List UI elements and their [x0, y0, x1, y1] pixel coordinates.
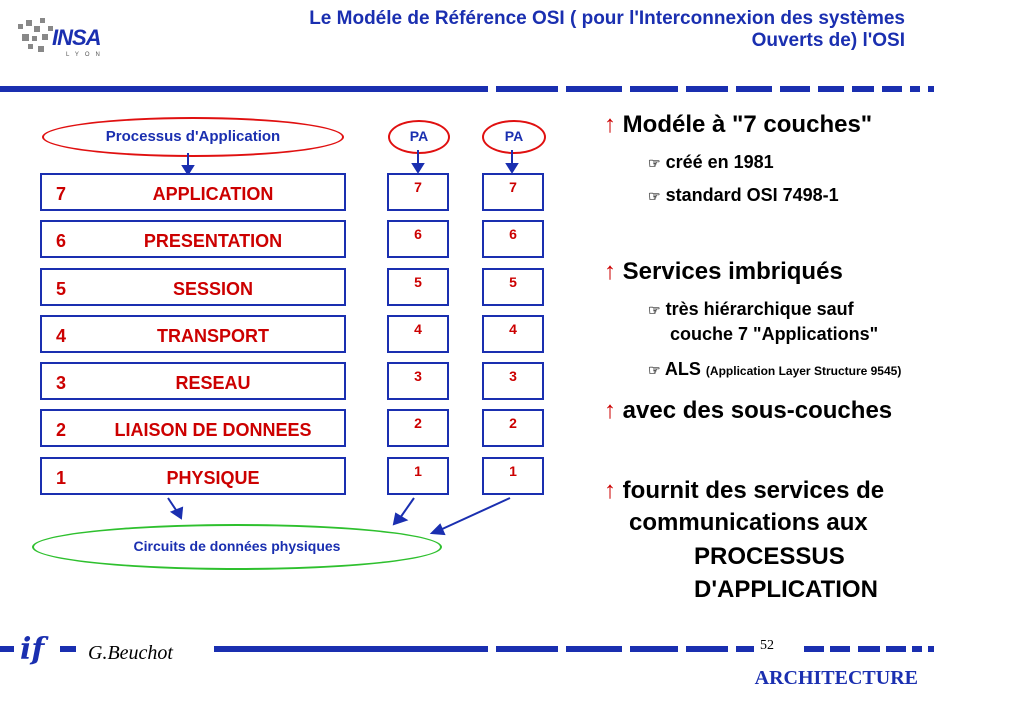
pa-label-2: PA [504, 128, 524, 144]
down-arrow-icon [172, 508, 182, 518]
bullet-4-line-4: D'APPLICATION [694, 576, 878, 603]
layer-number: 1 [56, 468, 67, 488]
layer-name: TRANSPORT [157, 326, 269, 346]
stack-a-cell: 7 [387, 173, 449, 211]
physical-circuits-label: Circuits de données physiques [133, 538, 341, 554]
down-arrow-icon [432, 525, 444, 534]
layer-number: 4 [56, 326, 67, 346]
layer-2 [40, 409, 346, 447]
up-arrow-bullet-icon: ↑ [604, 258, 616, 285]
pointing-hand-icon: ☞ [648, 188, 661, 204]
stack-a-cell: 6 [387, 220, 449, 258]
stack-a-cell: 4 [387, 315, 449, 353]
stack-b-cell: 5 [482, 268, 544, 306]
layer-name: PRESENTATION [143, 231, 283, 251]
bullet-2-sub-2-small: (Application Layer Structure 9545) [705, 364, 902, 378]
bullet-4 [604, 476, 884, 506]
layer-name: SESSION [172, 279, 254, 299]
title-line-2: Ouverts de) l'OSI [751, 30, 905, 51]
bullet-3 [604, 396, 892, 426]
stack-b-cell: 7 [482, 173, 544, 211]
layer-3 [40, 362, 346, 400]
down-arrow-icon [413, 164, 423, 172]
stack-b-cell: 3 [482, 362, 544, 400]
bullet-1 [604, 110, 872, 140]
logo-text: INSA [52, 25, 101, 50]
bullet-2-text: Services imbriqués [622, 258, 843, 285]
layer-number: 3 [56, 373, 67, 393]
pointing-hand-icon: ☞ [648, 362, 661, 378]
bullet-1-text: Modéle à "7 couches" [622, 111, 873, 138]
app-process-label: Processus d'Application [105, 128, 281, 145]
bullet-3-text: avec des sous-couches [622, 397, 893, 424]
bullet-4-line-1: fournit des services de [622, 477, 885, 504]
layer-name: APPLICATION [152, 184, 274, 204]
layer-4 [40, 315, 346, 353]
title-line-1: Le Modéle de Référence OSI ( pour l'Interconnexion des systèmes [309, 8, 905, 29]
layer-name: RESEAU [175, 373, 251, 393]
layer-7 [40, 173, 346, 211]
down-arrow-icon [400, 498, 414, 518]
stack-a-cell: 2 [387, 409, 449, 447]
physical-circuits-oval [32, 524, 442, 570]
up-arrow-bullet-icon: ↑ [604, 397, 616, 424]
bullet-2-sub-1-line-2: couche 7 "Applications" [670, 324, 879, 344]
author-name: G.Beuchot [88, 642, 173, 664]
logo-subtext: LYON [66, 52, 106, 58]
layer-number: 5 [56, 279, 67, 299]
layer-1 [40, 457, 346, 495]
bullet-2-sub-2 [648, 357, 901, 383]
pa-label-1: PA [409, 128, 429, 144]
stack-b-cell: 4 [482, 315, 544, 353]
up-arrow-bullet-icon: ↑ [604, 477, 616, 504]
down-arrow-icon [394, 514, 406, 524]
stack-a-cell: 3 [387, 362, 449, 400]
layer-number: 6 [56, 231, 67, 251]
stack-a-cell: 1 [387, 457, 449, 495]
pointing-hand-icon: ☞ [648, 302, 661, 318]
layer-6 [40, 220, 346, 258]
bullet-1-sub-1 [648, 150, 774, 175]
up-arrow-bullet-icon: ↑ [604, 111, 616, 138]
bullet-2 [604, 257, 843, 287]
bullet-4-line-3: PROCESSUS [694, 543, 845, 570]
layer-number: 2 [56, 420, 67, 440]
stack-b-cell: 6 [482, 220, 544, 258]
down-arrow-icon [507, 164, 517, 172]
down-arrow-icon [440, 498, 510, 530]
page-number: 52 [760, 638, 774, 653]
layer-5 [40, 268, 346, 306]
layer-name: PHYSIQUE [166, 468, 260, 488]
stack-b-cell: 2 [482, 409, 544, 447]
pointing-hand-icon: ☞ [648, 155, 661, 171]
section-title: ARCHITECTURE [754, 667, 918, 689]
bullet-1-sub-2 [648, 183, 839, 208]
layer-number: 7 [56, 184, 67, 204]
bullet-2-sub-2-text: ALS [664, 359, 701, 379]
bullet-2-sub-1 [648, 297, 854, 322]
stack-b-cell: 1 [482, 457, 544, 495]
layer-name: LIAISON DE DONNEES [114, 420, 312, 440]
bullet-1-sub-2-text: standard OSI 7498-1 [665, 185, 839, 205]
bullet-2-sub-1-line-1: très hiérarchique sauf [665, 299, 854, 319]
bullet-4-line-2: communications aux [629, 509, 868, 536]
stack-a-cell: 5 [387, 268, 449, 306]
bullet-1-sub-1-text: créé en 1981 [665, 152, 774, 172]
if-logo: if [20, 632, 45, 667]
